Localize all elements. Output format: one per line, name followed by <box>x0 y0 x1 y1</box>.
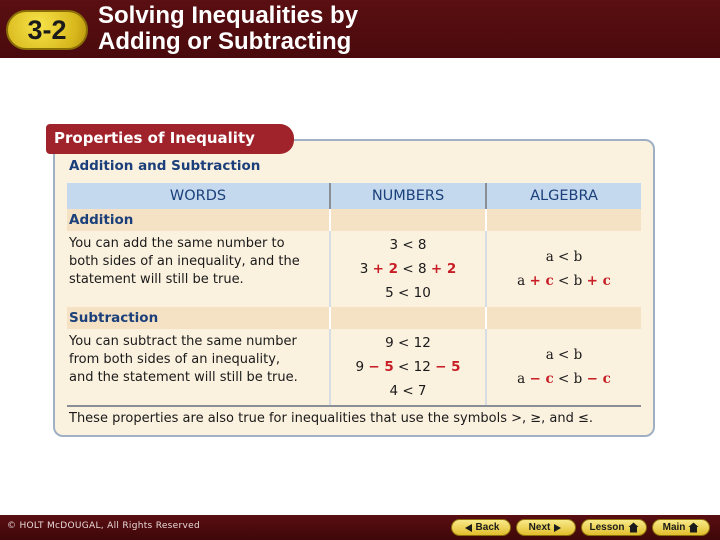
slide-title <box>98 3 358 55</box>
addition-algebra-example: a < b <box>545 249 583 265</box>
subtraction-algebra-example: a < b <box>545 347 583 363</box>
properties-tab-label: Properties of Inequality <box>54 129 255 147</box>
arrow-left-icon <box>463 523 473 533</box>
addition-words-line: both sides of an inequality, and the <box>69 254 300 269</box>
lesson-number-badge <box>6 10 88 50</box>
subtraction-words-line: from both sides of an inequality, <box>69 352 281 367</box>
slide-title-line2: Adding or Subtracting <box>98 28 352 55</box>
copyright-text: © HOLT McDOUGAL, All Rights Reserved <box>7 521 200 531</box>
properties-table <box>67 183 641 431</box>
subtraction-algebra <box>485 329 641 405</box>
slide-header <box>0 0 720 58</box>
addition-label: Addition <box>69 212 134 228</box>
subtraction-number-step: 9 − 5 < 12 − 5 <box>355 359 461 375</box>
home-icon <box>628 522 639 533</box>
subtraction-words-line: You can subtract the same number <box>69 334 297 349</box>
back-button[interactable] <box>451 519 511 536</box>
column-header-algebra: ALGEBRA <box>485 183 641 209</box>
lesson-number: 3-2 <box>27 14 67 45</box>
subtraction-section-row <box>67 307 641 329</box>
addition-algebra <box>485 231 641 307</box>
addition-section-row <box>67 209 641 231</box>
subtraction-numbers <box>329 329 485 405</box>
addition-number-step: 3 + 2 < 8 + 2 <box>359 261 457 277</box>
properties-note: These properties are also true for inequalities that use the symbols >, ≥, and ≤. <box>67 405 641 431</box>
slide-footer <box>0 515 720 540</box>
main-button-label: Main <box>662 522 686 533</box>
addition-number-result: 5 < 10 <box>385 285 431 301</box>
subtraction-label: Subtraction <box>69 310 159 326</box>
addition-algebra-step: a + c < b + c <box>517 273 611 289</box>
lesson-button-label: Lesson <box>589 522 625 533</box>
next-button-label: Next <box>528 522 551 533</box>
section-title: Addition and Subtraction <box>69 158 261 174</box>
column-header-words: WORDS <box>169 188 227 204</box>
subtraction-number-result: 4 < 7 <box>389 383 427 399</box>
properties-tab <box>46 124 294 154</box>
addition-number-example: 3 < 8 <box>389 237 427 253</box>
slide-title-line1: Solving Inequalities by <box>98 2 359 29</box>
home-icon <box>688 522 699 533</box>
addition-body-row <box>67 231 641 307</box>
addition-numbers <box>329 231 485 307</box>
arrow-right-icon <box>553 523 563 533</box>
next-button[interactable] <box>516 519 576 536</box>
table-header-row <box>67 183 641 209</box>
addition-words <box>67 231 329 307</box>
addition-words-line: You can add the same number to <box>69 236 285 251</box>
subtraction-number-example: 9 < 12 <box>385 335 431 351</box>
addition-words-line: statement will still be true. <box>69 272 244 287</box>
main-button[interactable] <box>652 519 710 536</box>
subtraction-words <box>67 329 329 405</box>
lesson-button[interactable] <box>581 519 647 536</box>
subtraction-body-row <box>67 329 641 405</box>
subtraction-words-line: and the statement will still be true. <box>69 370 298 385</box>
subtraction-algebra-step: a − c < b − c <box>517 371 611 387</box>
back-button-label: Back <box>475 522 500 533</box>
column-header-numbers: NUMBERS <box>329 183 485 209</box>
